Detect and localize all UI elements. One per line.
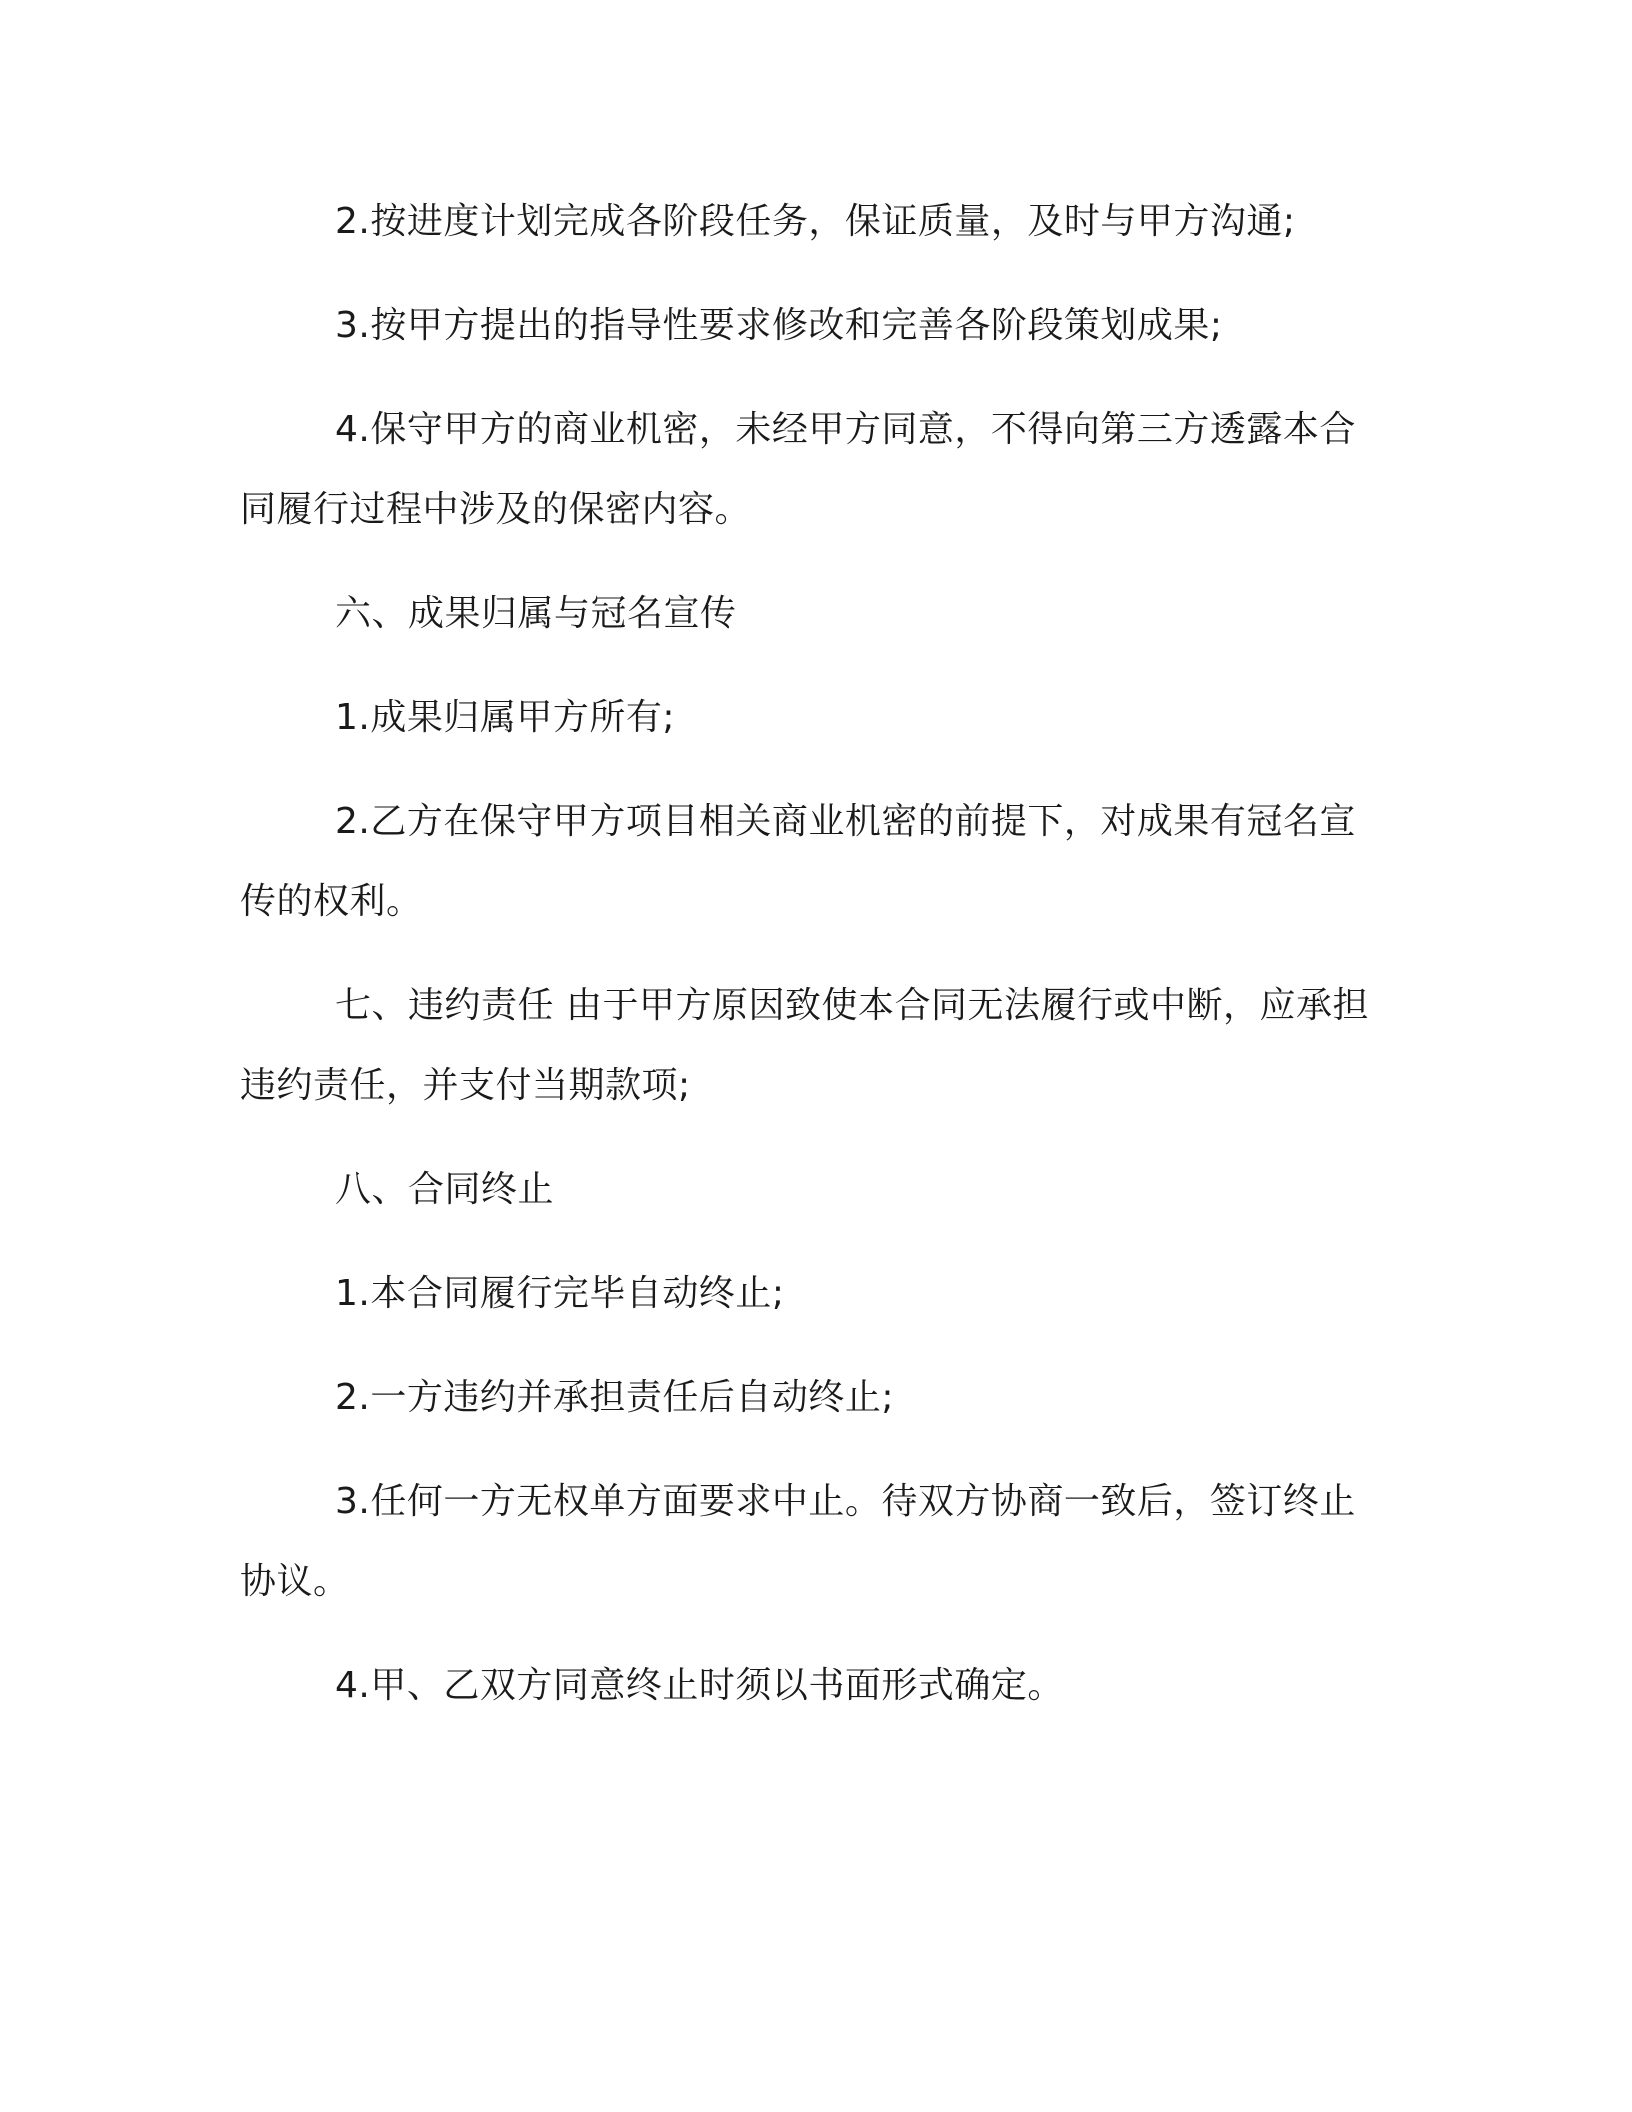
section-breach-liability: 七、违约责任 由于甲方原因致使本合同无法履行或中断，应承担违约责任，并支付当期款项; [240,985,1369,1106]
paragraph-termination-1: 1.本合同履行完毕自动终止; [335,1273,785,1314]
paragraph-3-revisions: 3.按甲方提出的指导性要求修改和完善各阶段策划成果; [335,305,1223,346]
paragraph-termination-2: 2.一方违约并承担责任后自动终止; [335,1377,894,1418]
section-heading-termination: 八、合同终止 [335,1169,555,1210]
paragraph-ownership-1: 1.成果归属甲方所有; [335,697,675,738]
paragraph-termination-3: 3.任何一方无权单方面要求中止。待双方协商一致后，签订终止协议。 [240,1481,1356,1602]
paragraph-2-progress: 2.按进度计划完成各阶段任务，保证质量，及时与甲方沟通; [335,201,1296,242]
paragraph-termination-4: 4.甲、乙双方同意终止时须以书面形式确定。 [335,1665,1064,1706]
paragraph-4-confidentiality: 4.保守甲方的商业机密，未经甲方同意，不得向第三方透露本合同履行过程中涉及的保密内容。 [240,409,1356,530]
document-body [240,182,1380,1750]
section-heading-ownership: 六、成果归属与冠名宣传 [335,593,737,634]
paragraph-ownership-2: 2.乙方在保守甲方项目相关商业机密的前提下，对成果有冠名宣传的权利。 [240,801,1356,922]
